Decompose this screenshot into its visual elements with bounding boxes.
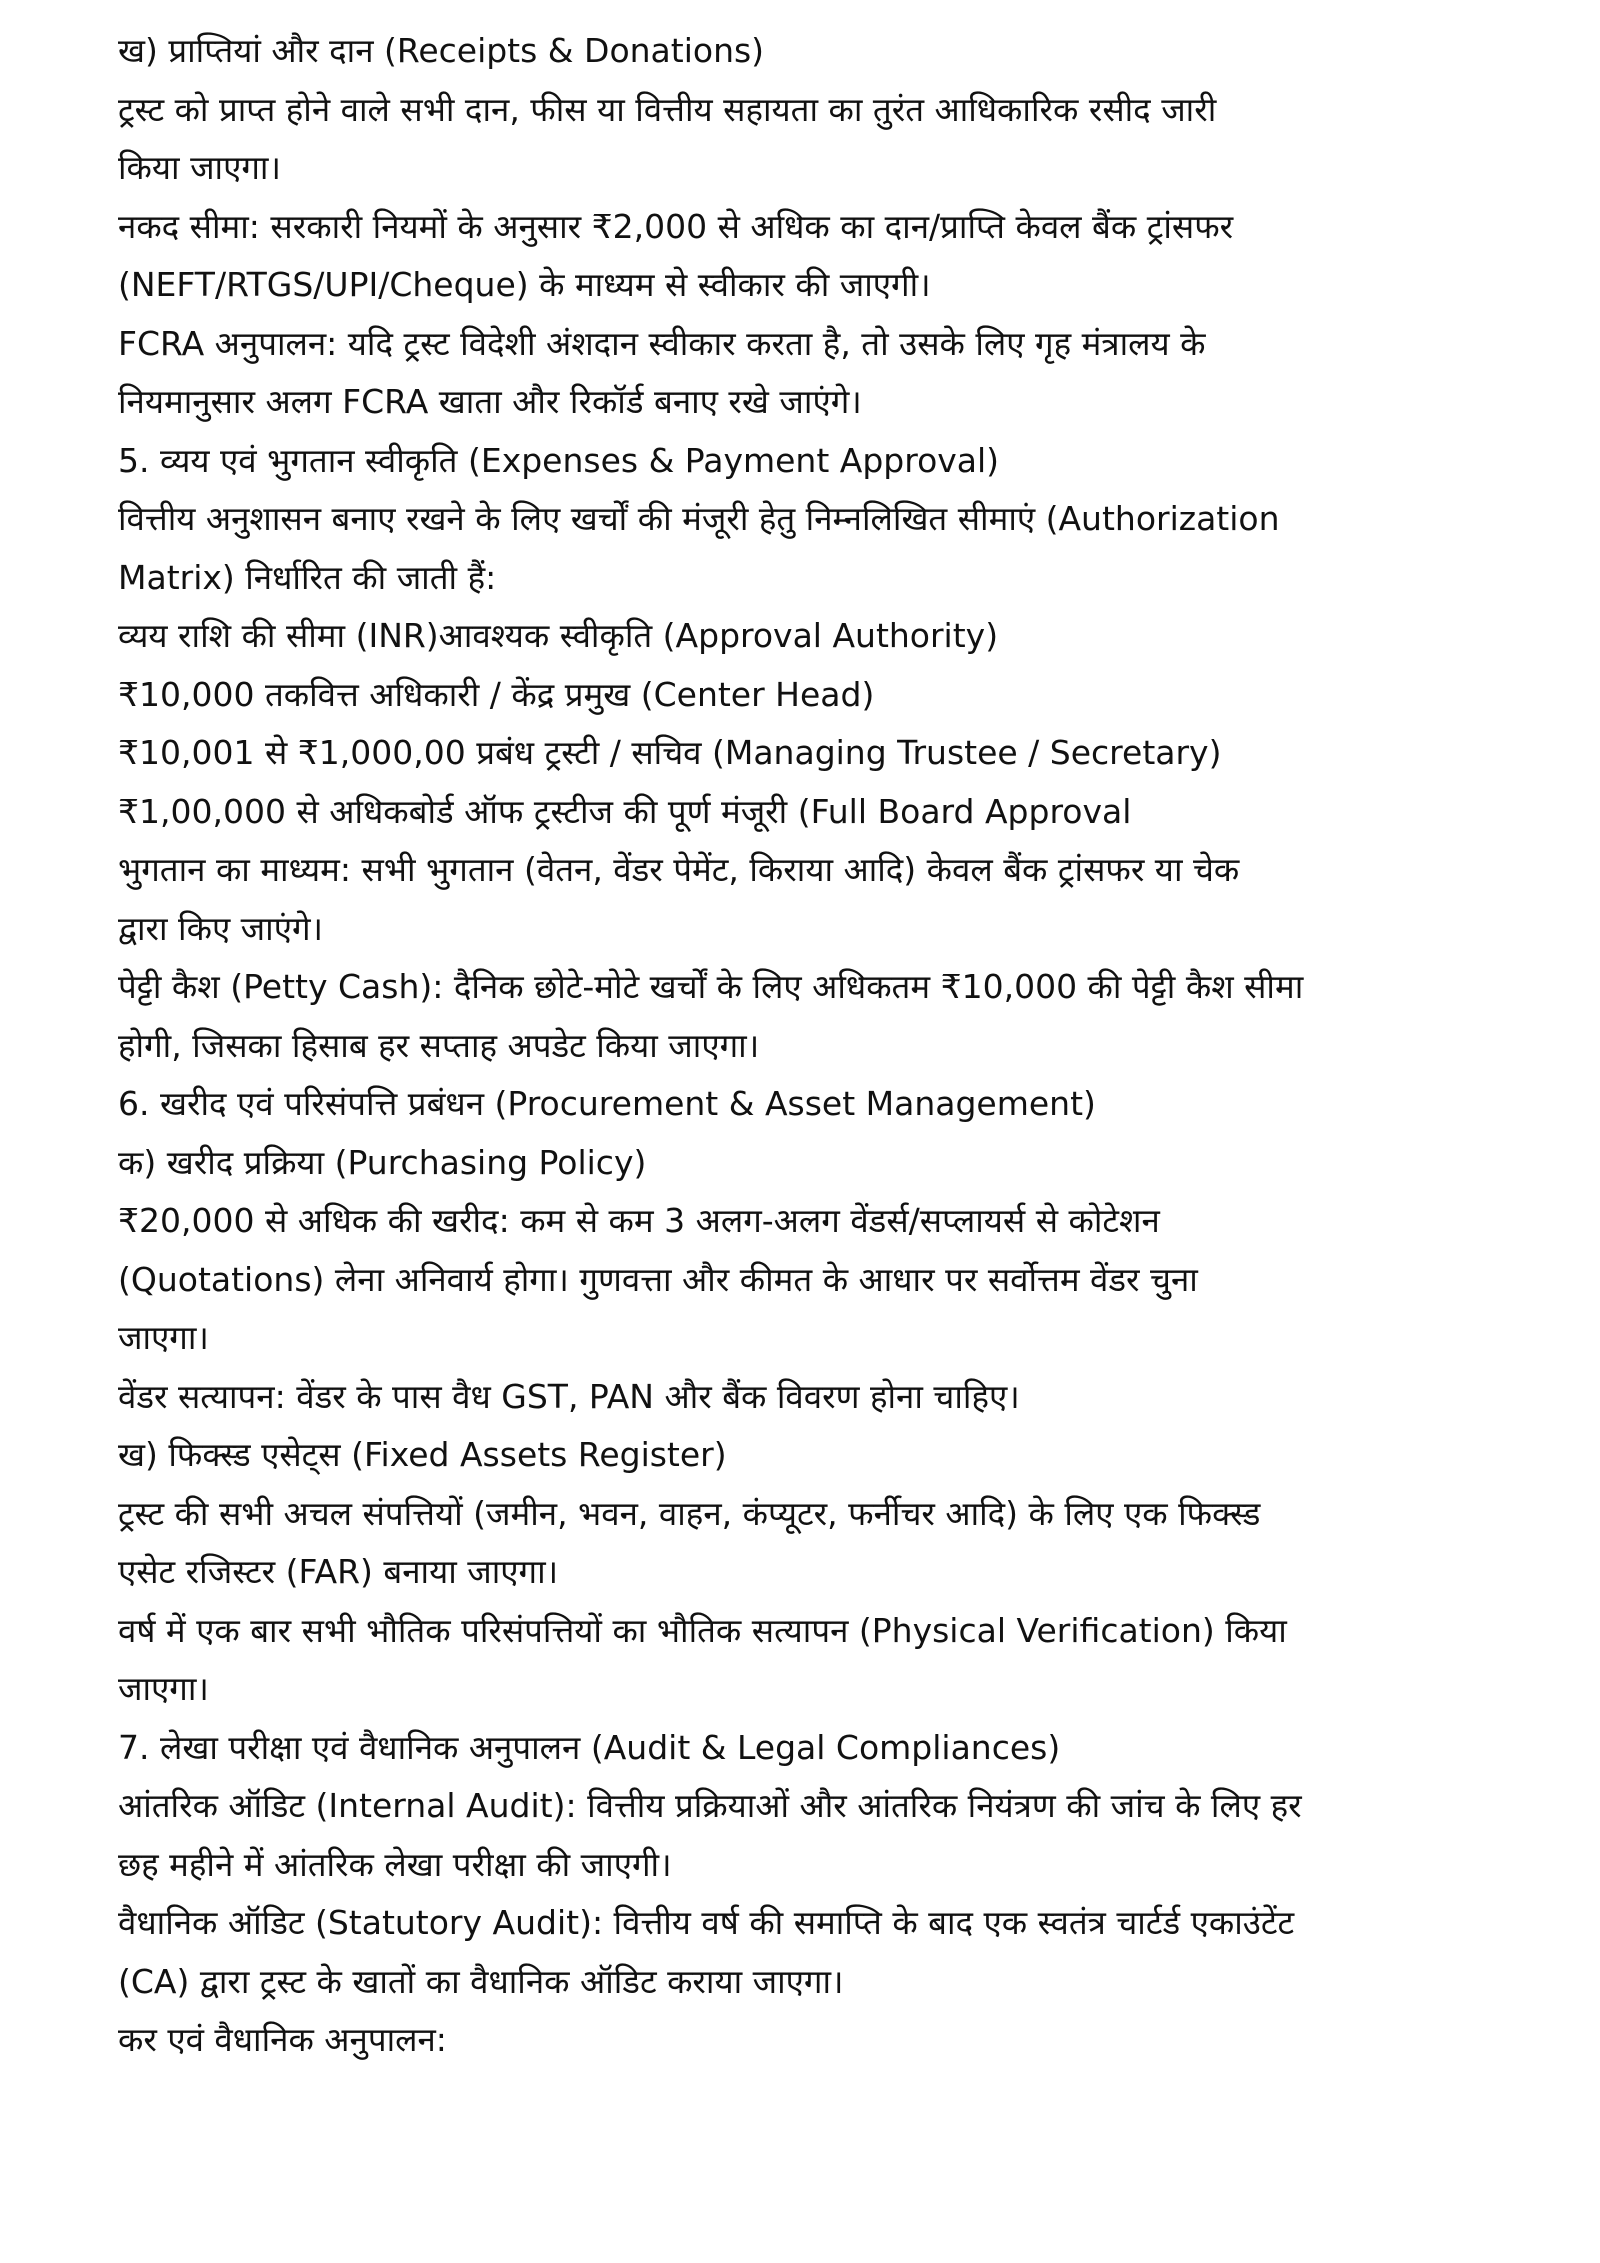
paragraph-line: पेट्टी कैश (Petty Cash): दैनिक छोटे-मोटे खर्चों के लिए अधिकतम ₹10,000 की पेट्टी कैश सीमा [118, 967, 1304, 1006]
paragraph-line: किया जाएगा। [118, 148, 281, 187]
paragraph-line: (Quotations) लेना अनिवार्य होगा। गुणवत्ता और कीमत के आधार पर सर्वोत्तम वेंडर चुना [118, 1259, 1198, 1299]
section-heading-receipts: ख) प्राप्तियां और दान (Receipts & Donations) [118, 31, 765, 70]
subsection-heading-purchasing: क) खरीद प्रक्रिया (Purchasing Policy) [118, 1142, 647, 1182]
paragraph-line: द्वारा किए जाएंगे। [118, 908, 324, 948]
section-heading-expenses: 5. व्यय एवं भुगतान स्वीकृति (Expenses & Payment Approval) [118, 440, 1000, 480]
authorization-matrix-row: ₹10,000 तकवित्त अधिकारी / केंद्र प्रमुख (Center Head) [118, 674, 875, 714]
authorization-matrix-header: व्यय राशि की सीमा (INR)आवश्यक स्वीकृति (Approval Authority) [118, 616, 999, 655]
paragraph-line: FCRA अनुपालन: यदि ट्रस्ट विदेशी अंशदान स्वीकार करता है, तो उसके लिए गृह मंत्रालय के [118, 323, 1206, 363]
paragraph-line: वित्तीय अनुशासन बनाए रखने के लिए खर्चों की मंजूरी हेतु निम्नलिखित सीमाएं (Authorization [118, 499, 1280, 538]
section-heading-procurement: 6. खरीद एवं परिसंपत्ति प्रबंधन (Procurement & Asset Management) [118, 1084, 1096, 1123]
paragraph-line: जाएगा। [118, 1669, 209, 1708]
paragraph-line: नियमानुसार अलग FCRA खाता और रिकॉर्ड बनाए रखे जाएंगे। [118, 382, 862, 421]
document-page [118, 22, 1448, 2070]
authorization-matrix-row: ₹1,00,000 से अधिकबोर्ड ऑफ ट्रस्टीज की पूर्ण मंजूरी (Full Board Approval [118, 791, 1132, 831]
paragraph-line: छह महीने में आंतरिक लेखा परीक्षा की जाएगी। [118, 1844, 672, 1884]
subsection-heading-fixed-assets: ख) फिक्स्ड एसेट्स (Fixed Assets Register) [118, 1435, 727, 1474]
paragraph-line: (NEFT/RTGS/UPI/Cheque) के माध्यम से स्वीकार की जाएगी। [118, 265, 931, 304]
section-heading-audit: 7. लेखा परीक्षा एवं वैधानिक अनुपालन (Audit & Legal Compliances) [118, 1727, 1061, 1767]
paragraph-line: भुगतान का माध्यम: सभी भुगतान (वेतन, वेंडर पेमेंट, किराया आदि) केवल बैंक ट्रांसफर या चेक [118, 850, 1240, 889]
paragraph-line: होगी, जिसका हिसाब हर सप्ताह अपडेट किया जाएगा। [118, 1025, 760, 1065]
paragraph-line: वर्ष में एक बार सभी भौतिक परिसंपत्तियों का भौतिक सत्यापन (Physical Verification) किया [118, 1610, 1287, 1650]
paragraph-line: एसेट रजिस्टर (FAR) बनाया जाएगा। [118, 1552, 559, 1591]
paragraph-line: कर एवं वैधानिक अनुपालन: [118, 2020, 447, 2059]
authorization-matrix-row: ₹10,001 से ₹1,000,00 प्रबंध ट्रस्टी / सचिव (Managing Trustee / Secretary) [118, 733, 1222, 772]
paragraph-line: वैधानिक ऑडिट (Statutory Audit): वित्तीय वर्ष की समाप्ति के बाद एक स्वतंत्र चार्टर्ड एकाउंटेंट [118, 1903, 1295, 1942]
paragraph-line: नकद सीमा: सरकारी नियमों के अनुसार ₹2,000 से अधिक का दान/प्राप्ति केवल बैंक ट्रांसफर [118, 206, 1234, 246]
paragraph-line: जाएगा। [118, 1318, 209, 1357]
paragraph-line: (CA) द्वारा ट्रस्ट के खातों का वैधानिक ऑडिट कराया जाएगा। [118, 1961, 844, 2001]
paragraph-line: वेंडर सत्यापन: वेंडर के पास वैध GST, PAN और बैंक विवरण होना चाहिए। [118, 1376, 1020, 1416]
paragraph-line: ₹20,000 से अधिक की खरीद: कम से कम 3 अलग-अलग वेंडर्स/सप्लायर्स से कोटेशन [118, 1201, 1160, 1240]
paragraph-line: आंतरिक ऑडिट (Internal Audit): वित्तीय प्रक्रियाओं और आंतरिक नियंत्रण की जांच के लिए हर [118, 1786, 1302, 1825]
paragraph-line: ट्रस्ट की सभी अचल संपत्तियों (जमीन, भवन, वाहन, कंप्यूटर, फर्नीचर आदि) के लिए एक फिक्स्ड [118, 1493, 1261, 1533]
paragraph-line: Matrix) निर्धारित की जाती हैं: [118, 557, 497, 597]
paragraph-line: ट्रस्ट को प्राप्त होने वाले सभी दान, फीस या वित्तीय सहायता का तुरंत आधिकारिक रसीद जारी [118, 89, 1217, 129]
